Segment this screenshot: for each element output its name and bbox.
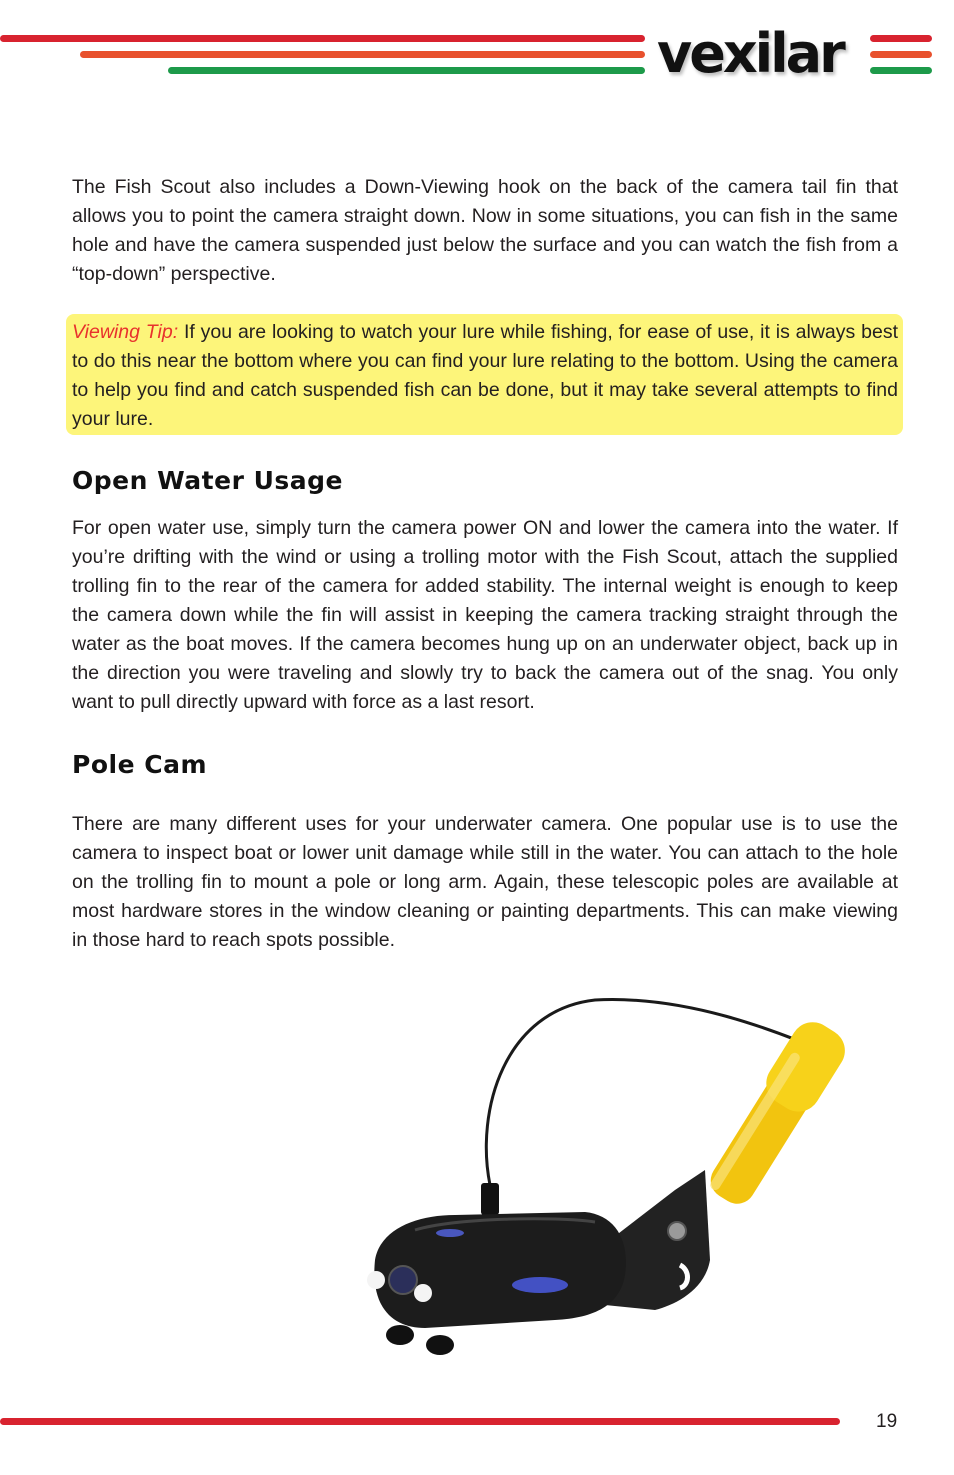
heading-open-water-usage: Open Water Usage: [72, 466, 344, 495]
open-water-section: [72, 514, 898, 717]
camera-foot-left: [386, 1325, 414, 1345]
yellow-pole: [700, 1014, 853, 1213]
header-stripe-green-right: [870, 67, 932, 74]
header-stripe-red-right: [870, 35, 932, 42]
fin-screw: [668, 1222, 686, 1240]
viewing-tip-label: Viewing Tip:: [72, 321, 179, 343]
camera-light-left: [367, 1271, 385, 1289]
heading-pole-cam: Pole Cam: [72, 750, 207, 779]
camera-blue-glow: [512, 1277, 568, 1293]
header-stripe-red: [0, 35, 645, 42]
page-number: 19: [876, 1411, 898, 1432]
intro-paragraph: The Fish Scout also includes a Down-Viewing hook on the back of the camera tail fin that allows you to point the camera straight down. Now in some situations, you can fish in the same hole and have the camera suspended just below the surface and you can watch the fish from a “top-down” perspective.: [72, 176, 898, 285]
viewing-tip-text: If you are looking to watch your lure while fishing, for ease of use, it is always best to do this near the bottom where you can find your lure relating to the bottom. Using the camera to help you find and catch suspended fish can be done, but it may take several attempts to find your lure.: [72, 321, 898, 430]
cable-connector: [481, 1183, 499, 1215]
camera-pole-photo: [355, 990, 900, 1370]
camera-light-right: [414, 1284, 432, 1302]
header-stripe-green: [168, 67, 645, 74]
header-stripe-orange: [80, 51, 645, 58]
pole-cam-paragraph: There are many different uses for your underwater camera. One popular use is to use the camera to inspect boat or lower unit damage while still in the water. You can attach to the hole on the trolling fin to mount a pole or long arm. Again, these telescopic poles are available at most hardware stores in the window cleaning or painting departments. This can make viewing in those hard to reach spots possible.: [72, 813, 898, 951]
pole-cam-section: [72, 810, 898, 955]
viewing-tip: [72, 318, 898, 434]
camera-lens: [389, 1266, 417, 1294]
camera-foot-right: [426, 1335, 454, 1355]
open-water-paragraph: For open water use, simply turn the camera power ON and lower the camera into the water. If you’re drifting with the wind or using a trolling motor with the Fish Scout, attach the supplied trolling fin to the rear of the camera for added stability. The internal weight is enough to keep the camera down while the fin will assist in keeping the camera tracking straight through the water as the boat moves. If the camera becomes hung up on an underwater object, back up in the direction you were traveling and slowly try to back the camera out of the snag. You only want to pull directly upward with force as a last resort.: [72, 517, 898, 713]
vexilar-logo: [645, 22, 865, 86]
footer-stripe-red: [0, 1418, 840, 1425]
header-stripe-orange-right: [870, 51, 932, 58]
intro-section: [72, 173, 898, 289]
logo-text: vexilar: [657, 22, 843, 85]
